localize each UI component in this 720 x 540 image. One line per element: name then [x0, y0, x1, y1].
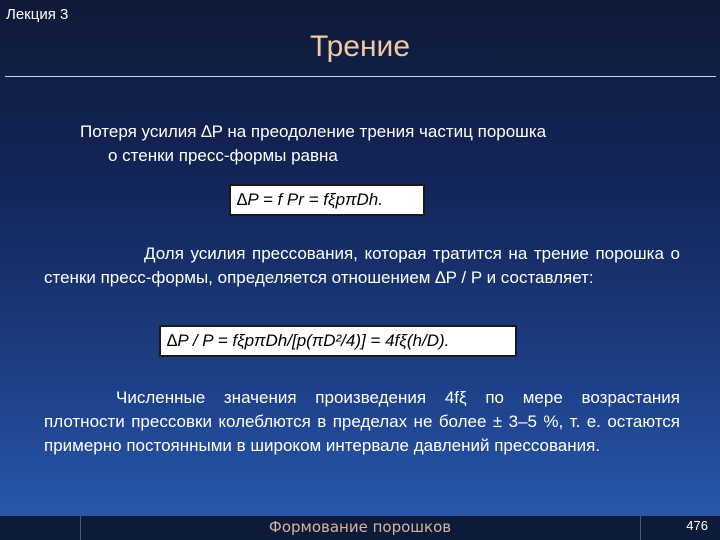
formula-ratio: ∆P / P = fξpπDh/[p(πD²/4)] = 4fξ(h/D). [159, 325, 517, 357]
title-divider [5, 76, 716, 77]
page-number: 476 [686, 518, 708, 533]
footer-title: Формование порошков [268, 518, 452, 536]
paragraph-friction-loss [80, 120, 700, 168]
formula-friction-force: ∆P = f Pr = fξpπDh. [229, 184, 425, 216]
paragraph-force-share: Доля усилия прессования, которая тратится на трение порошка о стенки пресс-формы, определяется отношением ∆P / P и составляет: [44, 244, 680, 287]
paragraph-numeric-values: Численные значения произведения 4fξ по мере возрастания плотности прессовки колеблются в пределах не более ± 3–5 %, т. е. остаются примерно постоянными в широком интервале давлений прессования. [44, 388, 680, 455]
lecture-label: Лекция 3 [6, 6, 69, 23]
paragraph-line-2: о стенки пресс-формы равна [108, 146, 338, 165]
slide-title: Трение [309, 30, 411, 63]
paragraph-line-1: Потеря усилия ∆P на преодоление трения частиц порошка [80, 122, 547, 141]
